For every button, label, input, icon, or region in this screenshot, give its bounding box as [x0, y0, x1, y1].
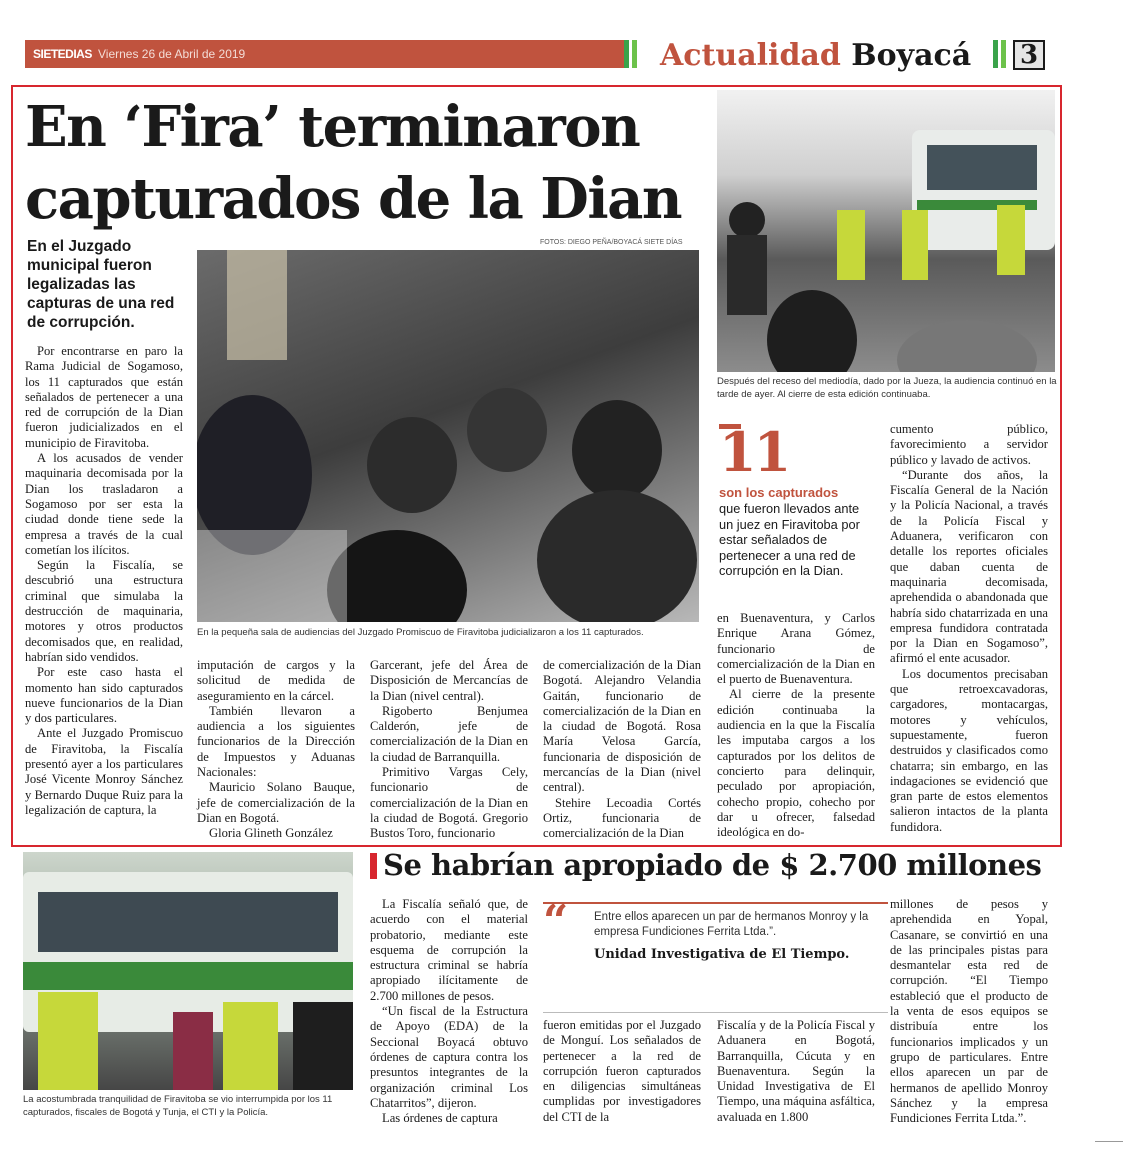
section-title: Actualidad Boyacá: [660, 38, 972, 73]
paragraph: Por encontrarse en paro la Rama Judicial de Sogamoso, los 11 capturados que están señalados de pertenecer a una red de corrupción de la Dian fueron judicializados en el municipio de Firavitoba.: [25, 344, 183, 450]
story1-column-1: [25, 344, 183, 818]
paragraph: Rigoberto Benjumea Calderón, jefe de comercialización de la Dian en la ciudad de Barranquilla.: [370, 703, 528, 764]
story1-column-2: [197, 658, 355, 842]
story1-column-4: [543, 658, 701, 842]
margin-mark: [1095, 1132, 1123, 1142]
story2-column-1: [370, 897, 528, 1126]
header-accent: [993, 40, 998, 68]
story1-column-6: [890, 422, 1048, 835]
paragraph: de comercialización de la Dian Bogotá. Alejandro Velandia Gaitán, funcionario de comercialización de la Dian en la ciudad de Bogotá. Rosa María Velosa García, funcionaria de disposición de mercancías de la Dian (nivel central).: [543, 658, 701, 795]
paragraph: Fiscalía y de la Policía Fiscal y Aduanera en Bogotá, Barranquilla, Cúcuta y en Buenaventura. Según la Unidad Investigativa de El Tiempo, una máquina asfáltica, avaluada en 1.800: [717, 1018, 875, 1124]
paragraph: Según la Fiscalía, se descubrió una estructura criminal que simulaba la destrucción de maquinaria, motores y otros productos decomisados que, en realidad, habrían sido vendidos.: [25, 558, 183, 664]
paragraph: fueron emitidas por el Juzgado de Monguí. Los señalados de pertenecer a la red de corrupción fueron capturados en diligencias simultáneas cumplidas por investigadores del CTI de la: [543, 1018, 701, 1124]
headline-accent: [370, 853, 377, 879]
header-accent: [632, 40, 637, 68]
photo-credit: FOTOS: DIEGO PEÑA/BOYACÁ SIETE DÍAS: [540, 239, 683, 246]
police-photo: [717, 90, 1055, 372]
story2-column-2: [543, 1018, 701, 1125]
paragraph: La Fiscalía señaló que, de acuerdo con el material probatorio, mediante este esquema de corrupción la estructura criminal se habría apropiado ilícitamente de 2.700 millones de pesos.: [370, 897, 528, 1003]
story2-column-3: [717, 1018, 875, 1125]
story2-column-4: [890, 897, 1048, 1126]
quote-mark-icon: “: [543, 896, 569, 947]
stat-label: son los capturados: [719, 485, 839, 500]
story1-column-5: [717, 611, 875, 840]
paragraph: en Buenaventura, y Carlos Enrique Arana Gómez, funcionario de comercialización de la Dian en el puerto de Buenaventura.: [717, 611, 875, 687]
headline-line-2: capturados de la Dian: [25, 166, 682, 232]
paragraph: También llevaron a audiencia a los siguientes funcionarios de la Dirección de Impuestos y Aduanas Nacionales:: [197, 703, 355, 780]
photo-caption-bottom: La acostumbrada tranquilidad de Firavitoba se vio interrumpida por los 11 capturados, fiscales de Bogotá y Tunja, el CTI y la Policía.: [23, 1094, 333, 1118]
paragraph: Ante el Juzgado Promiscuo de Firavitoba, la Fiscalía presentó ayer a los particulares José Vicente Monroy Sánchez y Bernardo Duque Ruiz para la legalización de captura, la: [25, 726, 183, 817]
paragraph: cumento público, favorecimiento a servidor público y lavado de activos.: [890, 422, 1048, 467]
issue-date: Viernes 26 de Abril de 2019: [98, 47, 246, 61]
header-accent: [1001, 40, 1006, 68]
quote-source: Unidad Investigativa de El Tiempo.: [594, 947, 850, 962]
paragraph: Al cierre de la presente edición continuaba la audiencia en la que la Fiscalía les imputaba cargos a los capturados por los delitos de concierto para delinquir, peculado por apropiación, cohecho propio, cohecho por dar u ofrecer, falsedad ideológica en do-: [717, 687, 875, 840]
stat-text: que fueron llevados ante un juez en Firavitoba por estar señalados de pertenecer a una red de corrupción en la Dian.: [719, 501, 860, 578]
pull-quote: Entre ellos aparecen un par de hermanos Monroy y la empresa Fundiciones Ferrita Ltda.”.: [594, 911, 869, 938]
paragraph: Mauricio Solano Bauque, jefe de comercialización de la Dian en Bogotá.: [197, 780, 355, 825]
quote-divider: [543, 1012, 888, 1013]
story-subhead: En el Juzgado municipal fueron legalizadas las capturas de una red de corrupción.: [27, 238, 175, 331]
photo-caption-top: Después del receso del mediodía, dado por la Jueza, la audiencia continuó en la tarde de ayer. Al cierre de esta edición continuaba.: [717, 376, 1057, 400]
page-number: 3: [1013, 40, 1045, 70]
bus-photo: [23, 852, 353, 1090]
header-accent: [624, 40, 629, 68]
paragraph: Stehire Lecoadia Cortés Ortiz, funcionaria de comercialización de la Dian: [543, 795, 701, 841]
courtroom-photo: [197, 250, 699, 622]
photo-caption-main: En la pequeña sala de audiencias del Juzgado Promiscuo de Firavitoba judicializaron a los 11 capturados.: [197, 627, 644, 638]
police-photo-illustration: [717, 90, 1055, 372]
courtroom-photo-illustration: [197, 250, 699, 622]
paragraph: Por este caso hasta el momento han sido capturados nueve funcionarios de la Dian y dos particulares.: [25, 665, 183, 726]
paragraph: “Durante dos años, la Fiscalía General de la Nación y la Policía Nacional, a través de la Policía Fiscal y Aduanera, verificaron con detalle los reportes oficiales que daban cuenta de maquinaria decomisada, aprehendida o abandonada que habría sido chatarrizada en una empresa fundidora contratada por la Dian en Sogamoso”, afirmó el ente acusador.: [890, 467, 1048, 666]
story1-column-3: [370, 658, 528, 842]
paragraph: “Un fiscal de la Estructura de Apoyo (EDA) de la Seccional Boyacá obtuvo órdenes de captura contra los presuntos integrantes de la organización criminal Los Chatarritos”, dijeron.: [370, 1004, 528, 1110]
stat-number: 11: [719, 420, 789, 484]
quote-rule: [543, 902, 888, 904]
paragraph: millones de pesos y aprehendida en Yopal, Casanare, se convirtió en una de las principales pistas para desmantelar esta red de corrupción. “El Tiempo estableció que el producto de la venta de esos equipos se distribuía entre los funcionarios implicados y un grupo de particulares. Entre ellos aparecen un par de hermanos de apellido Monroy Sánchez y la empresa Fundiciones Ferrita Ltda.”.: [890, 897, 1048, 1126]
brand-logo: SIETEDIAS: [33, 47, 92, 61]
paragraph: Primitivo Vargas Cely, funcionario de comercialización de la Dian en la ciudad de Bogotá. Gregorio Bustos Toro, funcionario: [370, 765, 528, 841]
headline-line-1: En ‘Fira’ terminaron: [25, 94, 640, 160]
paragraph: Garcerant, jefe del Área de Disposición de Mercancías de la Dian (nivel central).: [370, 658, 528, 703]
paragraph: Las órdenes de captura: [382, 1111, 498, 1126]
bus-photo-illustration: [23, 852, 353, 1090]
paragraph: imputación de cargos y la solicitud de medida de aseguramiento en la cárcel.: [197, 658, 355, 703]
paragraph: Gloria Glineth González: [209, 826, 333, 841]
story2-headline: Se habrían apropiado de $ 2.700 millones: [383, 848, 1042, 882]
paragraph: A los acusados de vender maquinaria decomisada por la Dian los trasladaron a Sogamoso por ser esta la ciudad donde tiene sede la empresa a través de la cual cometían los ilícitos.: [25, 451, 183, 557]
paragraph: Los documentos precisaban que retroexcavadoras, cargadores, montacargas, motores y vehículos, supuestamente, fueron destruidos y clasificados como chatarra; sin embargo, en las indagaciones se evidenció que gran parte de estos elementos salieron intactos de la planta fundidora.: [890, 666, 1048, 834]
